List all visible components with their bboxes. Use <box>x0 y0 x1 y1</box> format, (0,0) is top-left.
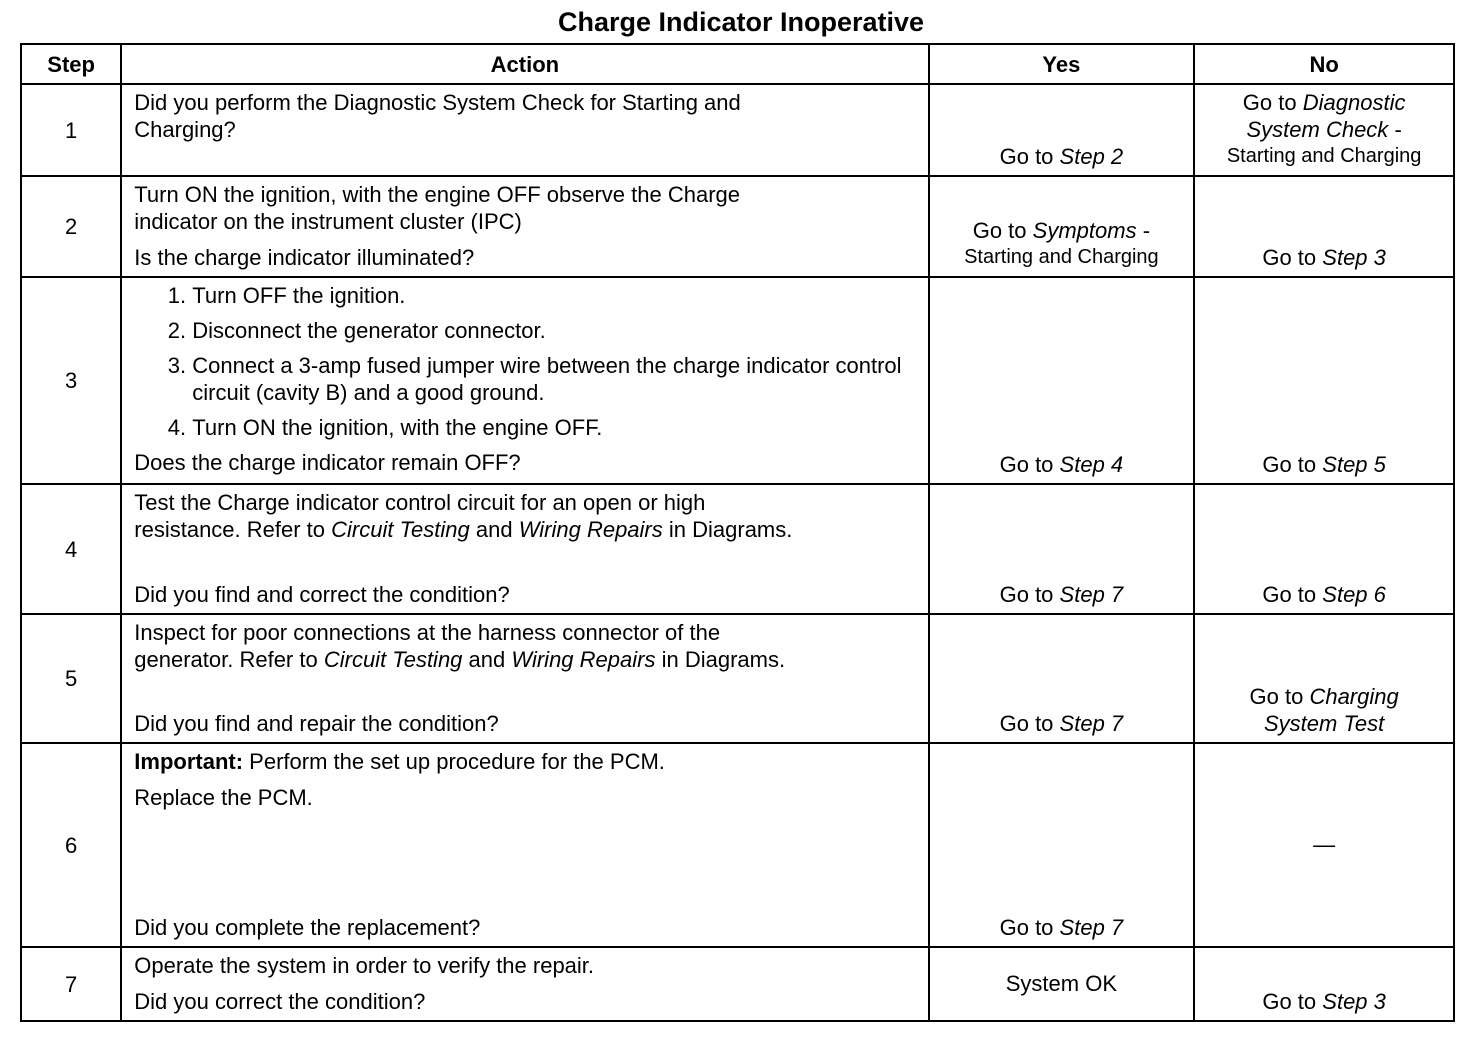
table-row <box>21 484 1454 614</box>
yes-cell <box>929 84 1195 176</box>
no-cell <box>1194 277 1454 484</box>
table-row <box>21 84 1454 176</box>
table-row <box>21 176 1454 277</box>
important-text: Perform the set up procedure for the PCM. <box>249 749 665 774</box>
procedure-link: System Test <box>1264 711 1385 736</box>
important-note <box>134 748 915 775</box>
empty-dash: — <box>1313 832 1336 857</box>
reference-link: Wiring Repairs <box>511 647 656 672</box>
yes-cell <box>929 614 1195 743</box>
action-cell <box>121 176 928 277</box>
step-link: Step 6 <box>1322 582 1386 607</box>
go-to-text: Go to <box>972 218 1027 243</box>
yes-cell <box>929 947 1195 1021</box>
yes-cell <box>929 484 1195 614</box>
procedure-subtitle: Starting and Charging <box>1226 145 1422 167</box>
header-no: No <box>1194 44 1454 84</box>
go-to-text: Go to <box>1262 452 1317 477</box>
procedure-list <box>134 282 915 441</box>
page-title: Charge Indicator Inoperative <box>557 7 925 37</box>
go-to-text: Go to <box>999 144 1054 169</box>
procedure-link: Charging <box>1309 684 1399 709</box>
action-line: Charging? <box>134 117 236 142</box>
action-line: generator. Refer to Circuit Testing and Wiring Repairs in Diagrams. <box>134 647 786 672</box>
action-cell <box>121 614 928 743</box>
step-number: 4 <box>21 484 121 614</box>
step-number: 3 <box>21 277 121 484</box>
action-cell <box>121 277 928 484</box>
header-step: Step <box>21 44 121 84</box>
no-cell <box>1194 84 1454 176</box>
list-item: 2. Disconnect the generator connector. <box>192 317 915 344</box>
procedure-link: System Check <box>1246 117 1389 142</box>
procedure-link: Symptoms <box>1032 218 1137 243</box>
step-number: 6 <box>21 743 121 947</box>
reference-link: Wiring Repairs <box>518 517 663 542</box>
go-to-text: Go to <box>1262 989 1317 1014</box>
step-link: Step 7 <box>1059 711 1124 736</box>
action-line: Inspect for poor connections at the harness connector of the <box>134 620 721 645</box>
action-cell <box>121 484 928 614</box>
reference-link: Circuit Testing <box>331 517 470 542</box>
step-number: 5 <box>21 614 121 743</box>
question-text: Does the charge indicator remain OFF? <box>134 450 521 475</box>
question-text: Did you find and repair the condition? <box>134 711 499 736</box>
go-to-text: Go to <box>999 452 1054 477</box>
yes-cell <box>929 743 1195 947</box>
no-cell <box>1194 614 1454 743</box>
separator-text: - <box>1394 117 1402 142</box>
action-line: Did you perform the Diagnostic System Check for Starting and <box>134 90 741 115</box>
separator-text: - <box>1142 218 1151 243</box>
go-to-text: Go to <box>1262 245 1317 270</box>
table-row <box>21 743 1454 947</box>
important-label: Important: <box>134 749 244 774</box>
go-to-text: Go to <box>1249 684 1304 709</box>
question-text: Is the charge indicator illuminated? <box>134 245 475 270</box>
action-line: indicator on the instrument cluster (IPC) <box>134 209 522 234</box>
question-text: Did you complete the replacement? <box>134 915 481 940</box>
no-cell <box>1194 484 1454 614</box>
action-line: Test the Charge indicator control circuit for an open or high <box>134 490 706 515</box>
result-text: System OK <box>1005 971 1117 996</box>
table-header-row <box>21 44 1454 84</box>
action-line: resistance. Refer to Circuit Testing and Wiring Repairs in Diagrams. <box>134 517 793 542</box>
reference-link: Circuit Testing <box>323 647 463 672</box>
step-number: 2 <box>21 176 121 277</box>
question-text: Did you correct the condition? <box>134 989 426 1014</box>
action-cell <box>121 947 928 1021</box>
yes-cell <box>929 176 1195 277</box>
go-to-text: Go to <box>1262 582 1317 607</box>
step-link: Step 2 <box>1059 144 1124 169</box>
list-item: 1. Turn OFF the ignition. <box>192 282 915 309</box>
table-row <box>21 947 1454 1021</box>
go-to-text: Go to <box>999 711 1054 736</box>
action-line: Operate the system in order to verify the repair. <box>134 953 595 978</box>
header-yes: Yes <box>929 44 1195 84</box>
step-number: 7 <box>21 947 121 1021</box>
header-action: Action <box>121 44 928 84</box>
step-link: Step 4 <box>1059 452 1124 477</box>
procedure-link: Diagnostic <box>1302 90 1406 115</box>
no-cell <box>1194 176 1454 277</box>
list-item: 4. Turn ON the ignition, with the engine OFF. <box>192 414 915 441</box>
table-row <box>21 277 1454 484</box>
no-cell <box>1194 743 1454 947</box>
yes-cell <box>929 277 1195 484</box>
step-link: Step 3 <box>1322 989 1386 1014</box>
step-link: Step 3 <box>1322 245 1386 270</box>
step-link: Step 7 <box>1059 915 1124 940</box>
action-cell <box>121 84 928 176</box>
go-to-text: Go to <box>999 582 1054 607</box>
list-item: 3. Connect a 3-amp fused jumper wire between the charge indicator control circuit (cavity B) and a good ground. <box>192 352 915 406</box>
question-text: Did you find and correct the condition? <box>134 582 510 607</box>
go-to-text: Go to <box>999 915 1054 940</box>
step-link: Step 5 <box>1322 452 1386 477</box>
action-line: Replace the PCM. <box>134 785 313 810</box>
no-cell <box>1194 947 1454 1021</box>
step-link: Step 7 <box>1059 582 1124 607</box>
diagnostic-table <box>20 43 1455 1022</box>
table-row <box>21 614 1454 743</box>
procedure-subtitle: Starting and Charging <box>964 246 1159 268</box>
step-number: 1 <box>21 84 121 176</box>
action-line: Turn ON the ignition, with the engine OFF observe the Charge <box>134 182 740 207</box>
action-cell <box>121 743 928 947</box>
go-to-text: Go to <box>1242 90 1297 115</box>
